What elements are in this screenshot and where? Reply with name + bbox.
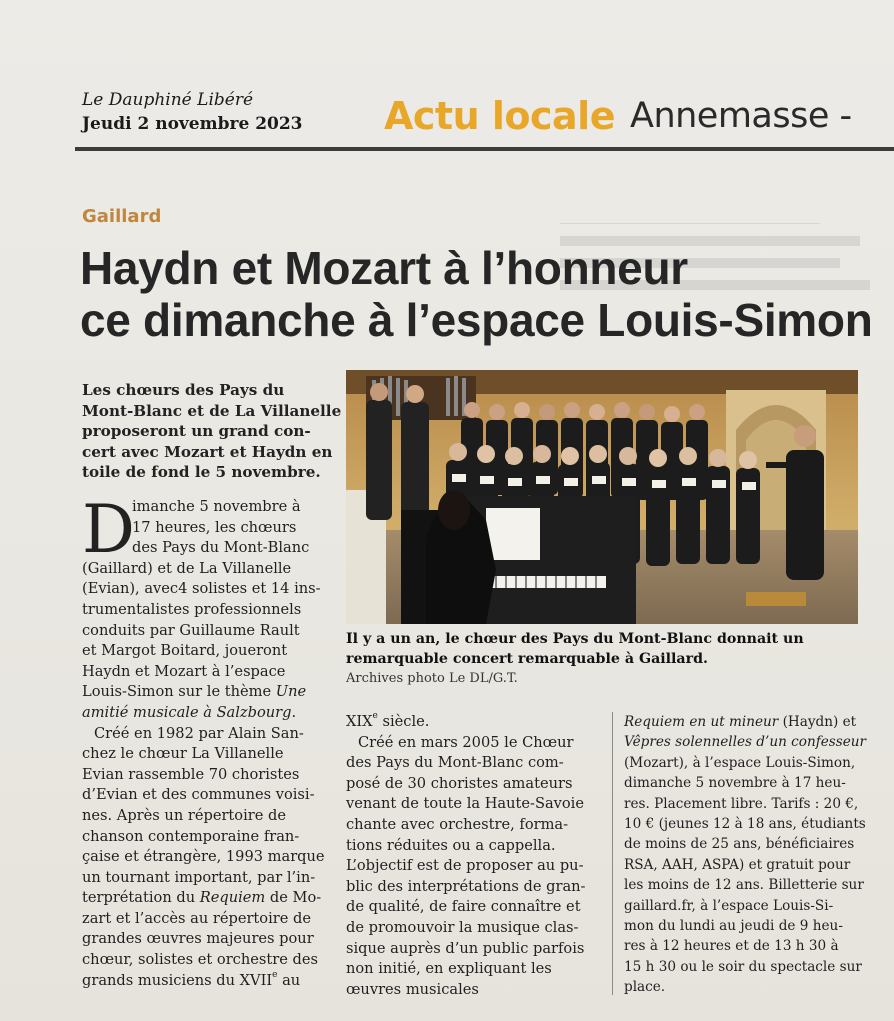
body-text: de Mo- [265, 889, 322, 907]
body-line: place. [624, 979, 666, 996]
body-line: (Evian), avec4 solistes et 14 ins- [82, 580, 321, 598]
article-lead [82, 380, 342, 483]
body-text: (Haydn) et [778, 714, 857, 730]
headline-line: ce dimanche à l’espace Louis-Simon [80, 294, 873, 346]
body-line: mon du lundi au jeudi de 9 heu- [624, 918, 843, 935]
lead-line: proposeront un grand con- [82, 422, 311, 440]
body-line: de qualité, de faire connaître et [346, 898, 581, 916]
body-line: zart et l’accès au répertoire de [82, 909, 311, 927]
body-line: grandes œuvres majeures pour [82, 930, 314, 948]
body-text: XIX [346, 713, 373, 730]
body-line: Créé en mars 2005 le Chœur [358, 733, 574, 751]
body-line: posé de 30 choristes amateurs [346, 774, 573, 792]
body-line [82, 682, 332, 703]
choir-concert-photo [346, 370, 858, 624]
superscript: e [372, 711, 378, 721]
headline-line: Haydn et Mozart à l’honneur [80, 242, 688, 294]
body-line: sique auprès d’un public parfois [346, 939, 585, 957]
body-line [82, 971, 332, 992]
drop-cap: D [82, 491, 135, 568]
body-line: (Mozart), à l’espace Louis-Simon, [624, 754, 856, 771]
body-line: chez le chœur La Villanelle [82, 745, 284, 763]
body-line: non initié, en expliquant les [346, 960, 552, 978]
body-line: des Pays du Mont-Blanc [132, 539, 310, 557]
body-line: Evian rassemble 70 choristes [82, 765, 300, 783]
body-line: dimanche 5 novembre à 17 heu- [624, 775, 846, 792]
choir-concert-illustration [346, 370, 858, 624]
body-line: L’objectif est de proposer au pu- [346, 857, 584, 875]
body-line: res à 12 heures et de 13 h 30 à [624, 938, 839, 955]
column-rule [612, 712, 613, 995]
masthead-rule [75, 147, 894, 151]
article-column-2 [346, 712, 596, 1000]
lead-line: Mont-Blanc et de La Villanelle [82, 401, 342, 420]
body-line: chœur, solistes et orchestre des [82, 951, 318, 969]
article-kicker: Gaillard [82, 206, 162, 227]
body-line: nes. Après un répertoire de [82, 806, 286, 824]
section-title: Actu locale [384, 94, 615, 138]
body-line: Haydn et Mozart à l’espace [82, 662, 286, 680]
body-text: terprétation du [82, 889, 200, 907]
caption-line: Il y a un an, le chœur des Pays du Mont-Blanc donnait un [346, 631, 804, 647]
body-line [82, 888, 332, 909]
body-line: (Gaillard) et de La Villanelle [82, 559, 292, 577]
work-title: Requiem en ut mineur [624, 714, 779, 730]
body-line [624, 732, 867, 752]
work-title: Requiem [199, 889, 266, 907]
body-line: de moins de 25 ans, bénéficiaires [624, 836, 855, 853]
body-line: chanson contemporaine fran- [82, 827, 300, 845]
article-headline [80, 242, 880, 346]
body-line: RSA, AAH, ASPA) et gratuit pour [624, 856, 851, 873]
body-line: çaise et étrangère, 1993 marque [82, 848, 325, 866]
practical-info-column [624, 712, 867, 998]
body-line [346, 712, 596, 733]
body-line: et Margot Boitard, joueront [82, 642, 288, 660]
superscript: e [272, 969, 278, 980]
body-line: blic des interprétations de gran- [346, 877, 586, 895]
issue-date: Jeudi 2 novembre 2023 [82, 114, 303, 134]
body-line: 17 heures, les chœurs [132, 518, 297, 536]
photo-credit: Archives photo Le DL/G.T. [346, 671, 518, 686]
lead-line: cert avec Mozart et Haydn en [82, 442, 333, 461]
body-text: Louis-Simon sur le thème [82, 683, 276, 701]
body-line: chante avec orchestre, forma- [346, 815, 569, 833]
body-line: des Pays du Mont-Blanc com- [346, 754, 564, 772]
body-line: imanche 5 novembre à [132, 498, 301, 515]
theme-title: Une [275, 683, 307, 701]
lead-line: toile de fond le 5 novembre. [82, 463, 321, 481]
body-line: 15 h 30 ou le soir du spectacle sur [624, 958, 862, 975]
body-line: un tournant important, par l’in- [82, 868, 316, 886]
lead-line: Les chœurs des Pays du [82, 381, 285, 399]
photo-caption [346, 629, 866, 669]
body-line: res. Placement libre. Tarifs : 20 €, [624, 795, 859, 812]
body-line: tions réduites ou a cappella. [346, 836, 556, 854]
body-line: gaillard.fr, à l’espace Louis-Si- [624, 897, 834, 914]
body-line: les moins de 12 ans. Billetterie sur [624, 877, 864, 894]
newspaper-name: Le Dauphiné Libéré [82, 90, 254, 110]
body-line: de promouvoir la musique clas- [346, 918, 579, 936]
body-line: conduits par Guillaume Rault [82, 621, 300, 639]
body-line [624, 712, 864, 732]
theme-title: amitié musicale à Salzbourg [82, 703, 292, 721]
body-text: au [277, 971, 301, 989]
body-line: d’Evian et des communes voisi- [82, 786, 315, 804]
section-city: Annemasse - [630, 96, 852, 136]
body-text: grands musiciens du XVII [82, 971, 273, 989]
body-line: venant de toute la Haute-Savoie [346, 795, 584, 813]
body-line: trumentalistes professionnels [82, 600, 302, 618]
body-text: siècle. [377, 713, 430, 730]
body-line [82, 703, 332, 724]
body-line: œuvres musicales [346, 980, 479, 998]
work-title: Vêpres solennelles d’un confesseur [624, 734, 867, 751]
article-column-1 [82, 491, 332, 991]
body-line: 10 € (jeunes 12 à 18 ans, étudiants [624, 816, 866, 833]
caption-line: remarquable concert remarquable à Gaillard. [346, 651, 708, 667]
body-text: . [291, 703, 297, 721]
body-line: Créé en 1982 par Alain San- [94, 724, 304, 742]
